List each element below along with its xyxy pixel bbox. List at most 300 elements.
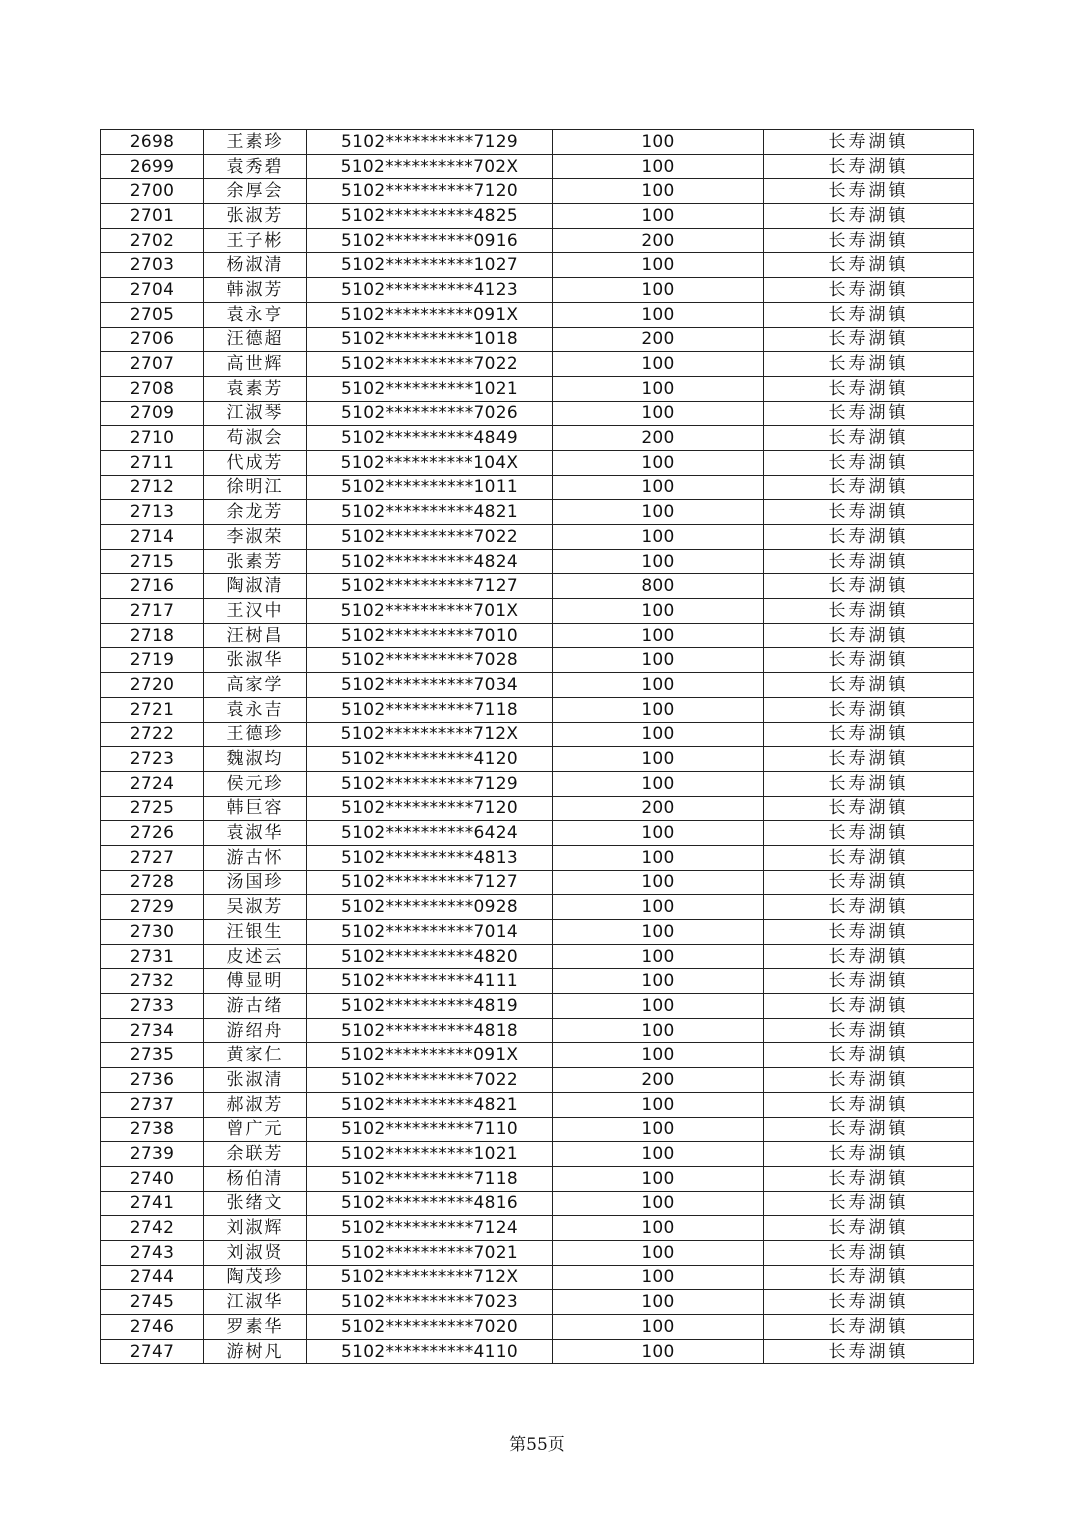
town-name-cell: 长寿湖镇: [764, 302, 974, 327]
id-number-cell: 5102**********7021: [307, 1240, 553, 1265]
town-name-cell: 长寿湖镇: [764, 525, 974, 550]
table-row: [101, 475, 974, 500]
person-name-cell: 魏淑均: [204, 747, 307, 772]
person-name-cell: 高世辉: [204, 352, 307, 377]
table-row: [101, 895, 974, 920]
town-name-cell: 长寿湖镇: [764, 426, 974, 451]
amount-cell: 100: [553, 920, 764, 945]
row-number-cell: 2732: [101, 969, 204, 994]
town-name-cell: 长寿湖镇: [764, 1068, 974, 1093]
id-number-cell: 5102**********702X: [307, 154, 553, 179]
table-row: [101, 1290, 974, 1315]
amount-cell: 100: [553, 302, 764, 327]
town-name-cell: 长寿湖镇: [764, 1290, 974, 1315]
amount-cell: 100: [553, 1018, 764, 1043]
amount-cell: 200: [553, 327, 764, 352]
row-number-cell: 2726: [101, 821, 204, 846]
amount-cell: 100: [553, 623, 764, 648]
row-number-cell: 2724: [101, 771, 204, 796]
id-number-cell: 5102**********1011: [307, 475, 553, 500]
town-name-cell: 长寿湖镇: [764, 944, 974, 969]
id-number-cell: 5102**********7023: [307, 1290, 553, 1315]
table-row: [101, 450, 974, 475]
row-number-cell: 2716: [101, 574, 204, 599]
person-name-cell: 曾广元: [204, 1117, 307, 1142]
table-row: [101, 796, 974, 821]
id-number-cell: 5102**********7020: [307, 1315, 553, 1340]
row-number-cell: 2714: [101, 525, 204, 550]
person-name-cell: 余厚会: [204, 179, 307, 204]
amount-cell: 100: [553, 549, 764, 574]
id-number-cell: 5102**********7120: [307, 179, 553, 204]
id-number-cell: 5102**********4820: [307, 944, 553, 969]
id-number-cell: 5102**********4819: [307, 994, 553, 1019]
town-name-cell: 长寿湖镇: [764, 845, 974, 870]
amount-cell: 100: [553, 870, 764, 895]
person-name-cell: 袁淑华: [204, 821, 307, 846]
person-name-cell: 杨伯清: [204, 1166, 307, 1191]
person-name-cell: 高家学: [204, 673, 307, 698]
person-name-cell: 刘淑贤: [204, 1240, 307, 1265]
row-number-cell: 2743: [101, 1240, 204, 1265]
table-row: [101, 574, 974, 599]
id-number-cell: 5102**********4825: [307, 204, 553, 229]
person-name-cell: 苟淑会: [204, 426, 307, 451]
id-number-cell: 5102**********7022: [307, 525, 553, 550]
id-number-cell: 5102**********6424: [307, 821, 553, 846]
amount-cell: 100: [553, 525, 764, 550]
amount-cell: 100: [553, 944, 764, 969]
table-row: [101, 1315, 974, 1340]
row-number-cell: 2744: [101, 1265, 204, 1290]
row-number-cell: 2698: [101, 130, 204, 155]
town-name-cell: 长寿湖镇: [764, 920, 974, 945]
row-number-cell: 2723: [101, 747, 204, 772]
person-name-cell: 侯元珍: [204, 771, 307, 796]
id-number-cell: 5102**********7129: [307, 771, 553, 796]
amount-cell: 100: [553, 179, 764, 204]
amount-cell: 100: [553, 771, 764, 796]
row-number-cell: 2709: [101, 401, 204, 426]
town-name-cell: 长寿湖镇: [764, 179, 974, 204]
amount-cell: 100: [553, 253, 764, 278]
id-number-cell: 5102**********1027: [307, 253, 553, 278]
table-row: [101, 1265, 974, 1290]
town-name-cell: 长寿湖镇: [764, 352, 974, 377]
town-name-cell: 长寿湖镇: [764, 549, 974, 574]
town-name-cell: 长寿湖镇: [764, 278, 974, 303]
table-row: [101, 401, 974, 426]
row-number-cell: 2722: [101, 722, 204, 747]
id-number-cell: 5102**********4123: [307, 278, 553, 303]
town-name-cell: 长寿湖镇: [764, 648, 974, 673]
amount-cell: 100: [553, 1043, 764, 1068]
row-number-cell: 2733: [101, 994, 204, 1019]
table-row: [101, 1092, 974, 1117]
amount-cell: 100: [553, 500, 764, 525]
row-number-cell: 2715: [101, 549, 204, 574]
table-row: [101, 253, 974, 278]
person-name-cell: 游绍舟: [204, 1018, 307, 1043]
id-number-cell: 5102**********7010: [307, 623, 553, 648]
amount-cell: 100: [553, 130, 764, 155]
table-row: [101, 648, 974, 673]
row-number-cell: 2735: [101, 1043, 204, 1068]
table-row: [101, 994, 974, 1019]
id-number-cell: 5102**********4821: [307, 500, 553, 525]
person-name-cell: 陶茂珍: [204, 1265, 307, 1290]
page-number: 第55页: [509, 1435, 565, 1455]
person-name-cell: 袁永亨: [204, 302, 307, 327]
id-number-cell: 5102**********4818: [307, 1018, 553, 1043]
table-row: [101, 327, 974, 352]
town-name-cell: 长寿湖镇: [764, 697, 974, 722]
amount-cell: 100: [553, 1092, 764, 1117]
row-number-cell: 2703: [101, 253, 204, 278]
row-number-cell: 2741: [101, 1191, 204, 1216]
row-number-cell: 2717: [101, 599, 204, 624]
town-name-cell: 长寿湖镇: [764, 1240, 974, 1265]
id-number-cell: 5102**********1018: [307, 327, 553, 352]
table-row: [101, 500, 974, 525]
amount-cell: 200: [553, 1068, 764, 1093]
row-number-cell: 2745: [101, 1290, 204, 1315]
town-name-cell: 长寿湖镇: [764, 401, 974, 426]
town-name-cell: 长寿湖镇: [764, 1191, 974, 1216]
table-row: [101, 228, 974, 253]
table-row: [101, 944, 974, 969]
table-row: [101, 599, 974, 624]
person-name-cell: 韩淑芳: [204, 278, 307, 303]
person-name-cell: 王子彬: [204, 228, 307, 253]
person-name-cell: 徐明江: [204, 475, 307, 500]
person-name-cell: 汤国珍: [204, 870, 307, 895]
person-name-cell: 汪树昌: [204, 623, 307, 648]
row-number-cell: 2728: [101, 870, 204, 895]
row-number-cell: 2705: [101, 302, 204, 327]
id-number-cell: 5102**********1021: [307, 1142, 553, 1167]
id-number-cell: 5102**********091X: [307, 302, 553, 327]
amount-cell: 100: [553, 352, 764, 377]
table-row: [101, 1166, 974, 1191]
id-number-cell: 5102**********7022: [307, 352, 553, 377]
town-name-cell: 长寿湖镇: [764, 870, 974, 895]
table-row: [101, 549, 974, 574]
amount-cell: 100: [553, 1290, 764, 1315]
person-name-cell: 张绪文: [204, 1191, 307, 1216]
table-row: [101, 1240, 974, 1265]
id-number-cell: 5102**********7124: [307, 1216, 553, 1241]
amount-cell: 100: [553, 475, 764, 500]
amount-cell: 100: [553, 1265, 764, 1290]
town-name-cell: 长寿湖镇: [764, 1117, 974, 1142]
row-number-cell: 2737: [101, 1092, 204, 1117]
person-name-cell: 罗素华: [204, 1315, 307, 1340]
amount-cell: 100: [553, 1315, 764, 1340]
table-row: [101, 179, 974, 204]
town-name-cell: 长寿湖镇: [764, 475, 974, 500]
row-number-cell: 2710: [101, 426, 204, 451]
town-name-cell: 长寿湖镇: [764, 574, 974, 599]
person-name-cell: 傅显明: [204, 969, 307, 994]
table-row: [101, 623, 974, 648]
amount-cell: 800: [553, 574, 764, 599]
id-number-cell: 5102**********4120: [307, 747, 553, 772]
amount-cell: 100: [553, 401, 764, 426]
table-row: [101, 870, 974, 895]
row-number-cell: 2712: [101, 475, 204, 500]
town-name-cell: 长寿湖镇: [764, 994, 974, 1019]
town-name-cell: 长寿湖镇: [764, 1315, 974, 1340]
row-number-cell: 2699: [101, 154, 204, 179]
person-name-cell: 游古绪: [204, 994, 307, 1019]
town-name-cell: 长寿湖镇: [764, 821, 974, 846]
town-name-cell: 长寿湖镇: [764, 1265, 974, 1290]
person-name-cell: 汪银生: [204, 920, 307, 945]
row-number-cell: 2701: [101, 204, 204, 229]
person-name-cell: 江淑华: [204, 1290, 307, 1315]
id-number-cell: 5102**********7118: [307, 1166, 553, 1191]
row-number-cell: 2706: [101, 327, 204, 352]
id-number-cell: 5102**********4111: [307, 969, 553, 994]
table-row: [101, 747, 974, 772]
person-name-cell: 韩巨容: [204, 796, 307, 821]
person-name-cell: 杨淑清: [204, 253, 307, 278]
amount-cell: 100: [553, 376, 764, 401]
row-number-cell: 2730: [101, 920, 204, 945]
id-number-cell: 5102**********7022: [307, 1068, 553, 1093]
town-name-cell: 长寿湖镇: [764, 599, 974, 624]
town-name-cell: 长寿湖镇: [764, 623, 974, 648]
row-number-cell: 2734: [101, 1018, 204, 1043]
amount-cell: 100: [553, 278, 764, 303]
town-name-cell: 长寿湖镇: [764, 130, 974, 155]
row-number-cell: 2742: [101, 1216, 204, 1241]
person-name-cell: 游树凡: [204, 1339, 307, 1364]
table-row: [101, 1018, 974, 1043]
person-name-cell: 张淑华: [204, 648, 307, 673]
amount-cell: 100: [553, 204, 764, 229]
person-name-cell: 江淑琴: [204, 401, 307, 426]
person-name-cell: 张淑清: [204, 1068, 307, 1093]
id-number-cell: 5102**********7026: [307, 401, 553, 426]
amount-cell: 100: [553, 599, 764, 624]
amount-cell: 100: [553, 450, 764, 475]
town-name-cell: 长寿湖镇: [764, 722, 974, 747]
id-number-cell: 5102**********7129: [307, 130, 553, 155]
table-row: [101, 426, 974, 451]
id-number-cell: 5102**********712X: [307, 1265, 553, 1290]
amount-cell: 100: [553, 673, 764, 698]
id-number-cell: 5102**********1021: [307, 376, 553, 401]
town-name-cell: 长寿湖镇: [764, 969, 974, 994]
person-name-cell: 余龙芳: [204, 500, 307, 525]
town-name-cell: 长寿湖镇: [764, 1142, 974, 1167]
amount-cell: 100: [553, 747, 764, 772]
town-name-cell: 长寿湖镇: [764, 1339, 974, 1364]
row-number-cell: 2746: [101, 1315, 204, 1340]
table-row: [101, 352, 974, 377]
row-number-cell: 2727: [101, 845, 204, 870]
row-number-cell: 2736: [101, 1068, 204, 1093]
row-number-cell: 2738: [101, 1117, 204, 1142]
person-name-cell: 黄家仁: [204, 1043, 307, 1068]
table-row: [101, 1117, 974, 1142]
id-number-cell: 5102**********7127: [307, 574, 553, 599]
person-name-cell: 袁素芳: [204, 376, 307, 401]
table-row: [101, 525, 974, 550]
row-number-cell: 2711: [101, 450, 204, 475]
person-name-cell: 陶淑清: [204, 574, 307, 599]
table-row: [101, 130, 974, 155]
table-row: [101, 1216, 974, 1241]
roster-table-body: [101, 130, 974, 1364]
town-name-cell: 长寿湖镇: [764, 747, 974, 772]
row-number-cell: 2740: [101, 1166, 204, 1191]
person-name-cell: 王素珍: [204, 130, 307, 155]
person-name-cell: 李淑荣: [204, 525, 307, 550]
amount-cell: 200: [553, 796, 764, 821]
table-row: [101, 204, 974, 229]
person-name-cell: 汪德超: [204, 327, 307, 352]
id-number-cell: 5102**********4824: [307, 549, 553, 574]
town-name-cell: 长寿湖镇: [764, 376, 974, 401]
table-row: [101, 697, 974, 722]
id-number-cell: 5102**********104X: [307, 450, 553, 475]
person-name-cell: 游古怀: [204, 845, 307, 870]
id-number-cell: 5102**********7118: [307, 697, 553, 722]
town-name-cell: 长寿湖镇: [764, 253, 974, 278]
id-number-cell: 5102**********4813: [307, 845, 553, 870]
amount-cell: 100: [553, 1240, 764, 1265]
town-name-cell: 长寿湖镇: [764, 771, 974, 796]
person-name-cell: 张素芳: [204, 549, 307, 574]
person-name-cell: 余联芳: [204, 1142, 307, 1167]
table-row: [101, 771, 974, 796]
table-row: [101, 722, 974, 747]
amount-cell: 100: [553, 821, 764, 846]
id-number-cell: 5102**********7028: [307, 648, 553, 673]
id-number-cell: 5102**********4816: [307, 1191, 553, 1216]
amount-cell: 100: [553, 1191, 764, 1216]
row-number-cell: 2721: [101, 697, 204, 722]
id-number-cell: 5102**********7120: [307, 796, 553, 821]
table-row: [101, 969, 974, 994]
table-row: [101, 1339, 974, 1364]
id-number-cell: 5102**********7014: [307, 920, 553, 945]
town-name-cell: 长寿湖镇: [764, 895, 974, 920]
id-number-cell: 5102**********712X: [307, 722, 553, 747]
id-number-cell: 5102**********701X: [307, 599, 553, 624]
person-name-cell: 袁秀碧: [204, 154, 307, 179]
row-number-cell: 2702: [101, 228, 204, 253]
town-name-cell: 长寿湖镇: [764, 1166, 974, 1191]
table-row: [101, 302, 974, 327]
row-number-cell: 2719: [101, 648, 204, 673]
row-number-cell: 2718: [101, 623, 204, 648]
table-row: [101, 920, 974, 945]
amount-cell: 100: [553, 969, 764, 994]
person-name-cell: 代成芳: [204, 450, 307, 475]
row-number-cell: 2704: [101, 278, 204, 303]
id-number-cell: 5102**********0916: [307, 228, 553, 253]
row-number-cell: 2700: [101, 179, 204, 204]
table-row: [101, 1043, 974, 1068]
id-number-cell: 5102**********7110: [307, 1117, 553, 1142]
table-row: [101, 1142, 974, 1167]
person-name-cell: 皮述云: [204, 944, 307, 969]
town-name-cell: 长寿湖镇: [764, 1018, 974, 1043]
row-number-cell: 2731: [101, 944, 204, 969]
town-name-cell: 长寿湖镇: [764, 500, 974, 525]
amount-cell: 100: [553, 1216, 764, 1241]
amount-cell: 100: [553, 697, 764, 722]
amount-cell: 100: [553, 1339, 764, 1364]
amount-cell: 100: [553, 845, 764, 870]
table-row: [101, 821, 974, 846]
id-number-cell: 5102**********4849: [307, 426, 553, 451]
id-number-cell: 5102**********091X: [307, 1043, 553, 1068]
person-name-cell: 王德珍: [204, 722, 307, 747]
town-name-cell: 长寿湖镇: [764, 1092, 974, 1117]
town-name-cell: 长寿湖镇: [764, 796, 974, 821]
person-name-cell: 郝淑芳: [204, 1092, 307, 1117]
amount-cell: 100: [553, 1166, 764, 1191]
amount-cell: 100: [553, 895, 764, 920]
amount-cell: 100: [553, 722, 764, 747]
town-name-cell: 长寿湖镇: [764, 228, 974, 253]
row-number-cell: 2707: [101, 352, 204, 377]
table-row: [101, 154, 974, 179]
row-number-cell: 2739: [101, 1142, 204, 1167]
town-name-cell: 长寿湖镇: [764, 1216, 974, 1241]
amount-cell: 100: [553, 1117, 764, 1142]
person-name-cell: 吴淑芳: [204, 895, 307, 920]
row-number-cell: 2720: [101, 673, 204, 698]
town-name-cell: 长寿湖镇: [764, 450, 974, 475]
table-row: [101, 1068, 974, 1093]
amount-cell: 100: [553, 1142, 764, 1167]
person-name-cell: 王汉中: [204, 599, 307, 624]
town-name-cell: 长寿湖镇: [764, 154, 974, 179]
town-name-cell: 长寿湖镇: [764, 204, 974, 229]
amount-cell: 100: [553, 994, 764, 1019]
amount-cell: 200: [553, 228, 764, 253]
town-name-cell: 长寿湖镇: [764, 673, 974, 698]
table-row: [101, 278, 974, 303]
amount-cell: 100: [553, 648, 764, 673]
table-row: [101, 845, 974, 870]
amount-cell: 200: [553, 426, 764, 451]
id-number-cell: 5102**********7127: [307, 870, 553, 895]
id-number-cell: 5102**********0928: [307, 895, 553, 920]
id-number-cell: 5102**********4110: [307, 1339, 553, 1364]
person-name-cell: 袁永吉: [204, 697, 307, 722]
person-name-cell: 张淑芳: [204, 204, 307, 229]
row-number-cell: 2729: [101, 895, 204, 920]
amount-cell: 100: [553, 154, 764, 179]
table-row: [101, 376, 974, 401]
person-name-cell: 刘淑辉: [204, 1216, 307, 1241]
row-number-cell: 2708: [101, 376, 204, 401]
row-number-cell: 2747: [101, 1339, 204, 1364]
id-number-cell: 5102**********4821: [307, 1092, 553, 1117]
town-name-cell: 长寿湖镇: [764, 327, 974, 352]
town-name-cell: 长寿湖镇: [764, 1043, 974, 1068]
table-row: [101, 673, 974, 698]
row-number-cell: 2725: [101, 796, 204, 821]
row-number-cell: 2713: [101, 500, 204, 525]
